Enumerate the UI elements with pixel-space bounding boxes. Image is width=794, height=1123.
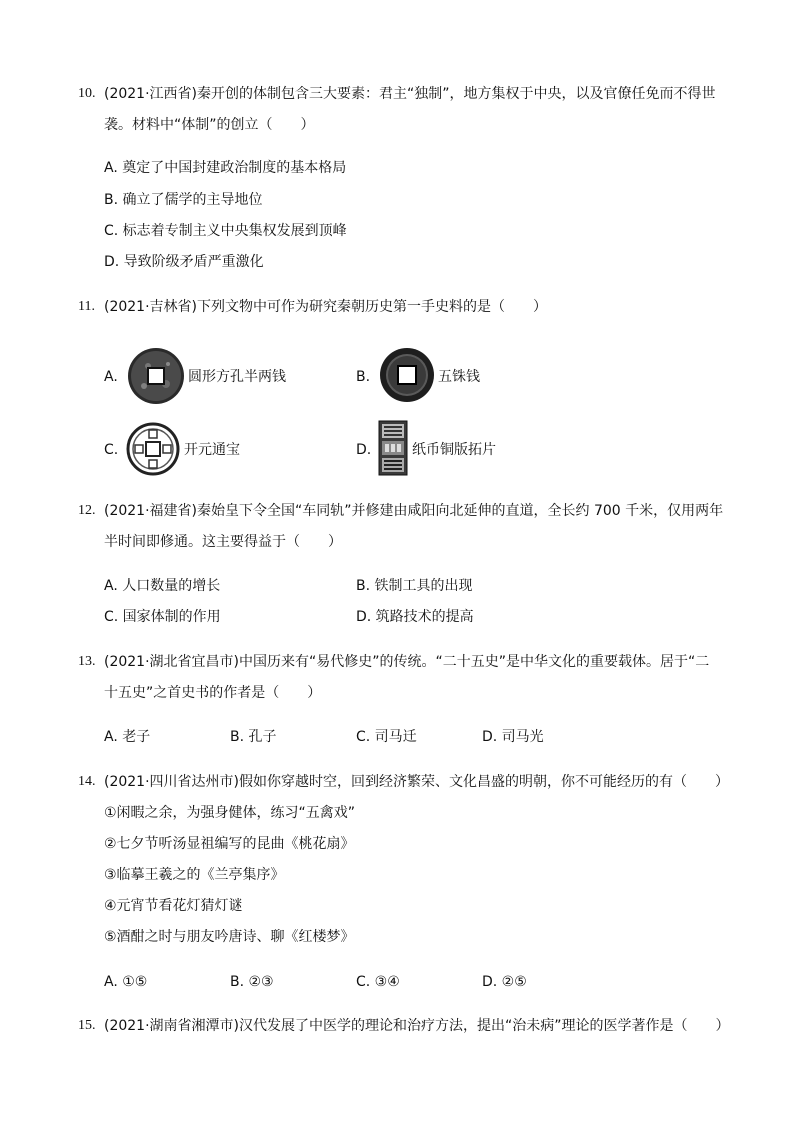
option-a: A. 人口数量的增长 <box>104 578 221 594</box>
option-d: D. ②⑤ <box>482 974 527 990</box>
question-number: 15. <box>78 1018 96 1033</box>
option-d: D. 导致阶级矛盾严重激化 <box>104 254 264 270</box>
question-number: 13. <box>78 654 96 669</box>
paper-money-plate-image <box>378 420 408 476</box>
wuzhu-coin-image <box>378 346 436 404</box>
option-b-letter: B. <box>356 369 371 385</box>
option-b: B. 铁制工具的出现 <box>356 578 473 594</box>
statement-item: ⑤酒酣之时与朋友吟唐诗、聊《红楼梦》 <box>104 929 355 945</box>
option-a-letter: A. <box>104 369 118 385</box>
question-stem: (2021·四川省达州市)假如你穿越时空，回到经济繁荣、文化昌盛的明朝，你不可能经历的有（ ） <box>104 774 730 790</box>
question-stem: (2021·福建省)秦始皇下令全国“车同轨”并修建由咸阳向北延伸的直道，全长约 700 千米，仅用两年 <box>104 503 724 519</box>
question-number: 12. <box>78 503 96 518</box>
option-d-text: 纸币铜版拓片 <box>412 442 496 458</box>
question-stem: (2021·吉林省)下列文物中可作为研究秦朝历史第一手史料的是（ ） <box>104 299 548 315</box>
question-number: 10. <box>78 86 96 101</box>
option-d: D. 筑路技术的提高 <box>356 609 474 625</box>
option-a: A. 老子 <box>104 729 151 745</box>
option-d: D. 司马光 <box>482 729 544 745</box>
option-a: A. ①⑤ <box>104 974 148 990</box>
option-c: C. ③④ <box>356 974 400 990</box>
kaiyuan-coin-image <box>126 422 180 476</box>
question-stem: (2021·湖北省宜昌市)中国历来有“易代修史”的传统。“二十五史”是中华文化的重要载体。居于“二 <box>104 654 710 670</box>
question-number: 11. <box>78 299 95 314</box>
question-stem: (2021·江西省)秦开创的体制包含三大要素：君主“独制”，地方集权于中央，以及官僚任免而不得世 <box>104 86 716 102</box>
question-number: 14. <box>78 774 96 789</box>
question-stem: (2021·湖南省湘潭市)汉代发展了中医学的理论和治疗方法，提出“治未病”理论的医学著作是（ ） <box>104 1018 730 1034</box>
option-c: C. 司马迁 <box>356 729 417 745</box>
option-c: C. 国家体制的作用 <box>104 609 221 625</box>
option-d-letter: D. <box>356 442 372 458</box>
option-b: B. 确立了儒学的主导地位 <box>104 192 263 208</box>
option-b: B. 孔子 <box>230 729 277 745</box>
question-stem: 半时间即修通。这主要得益于（ ） <box>104 534 342 550</box>
option-c: C. 标志着专制主义中央集权发展到顶峰 <box>104 223 347 239</box>
option-b: B. ②③ <box>230 974 274 990</box>
option-a: A. 奠定了中国封建政治制度的基本格局 <box>104 160 347 176</box>
question-stem: 袭。材料中“体制”的创立（ ） <box>104 117 315 133</box>
statement-item: ①闲暇之余，为强身健体，练习“五禽戏” <box>104 805 356 821</box>
statement-item: ④元宵节看花灯猜灯谜 <box>104 898 243 914</box>
banliang-coin-image <box>126 346 186 406</box>
statement-item: ③临摹王羲之的《兰亭集序》 <box>104 867 285 883</box>
statement-item: ②七夕节听汤显祖编写的昆曲《桃花扇》 <box>104 836 355 852</box>
option-b-text: 五铢钱 <box>438 369 480 385</box>
question-stem: 十五史”之首史书的作者是（ ） <box>104 685 322 701</box>
option-a-text: 圆形方孔半两钱 <box>188 369 286 385</box>
option-c-letter: C. <box>104 442 119 458</box>
option-c-text: 开元通宝 <box>184 442 240 458</box>
